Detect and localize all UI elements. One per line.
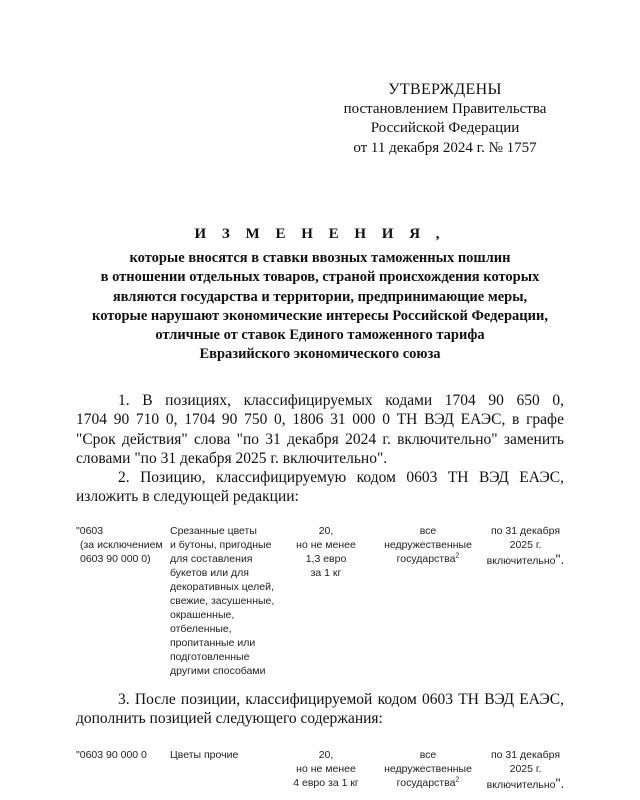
description-text: свежие, засушенные, xyxy=(170,595,275,607)
closing-quote: ". xyxy=(555,551,565,567)
heading-line: отличные от ставок Единого таможенного тарифа xyxy=(155,327,485,344)
approval-title: УТВЕРЖДЕНЫ xyxy=(388,81,502,98)
paragraph-line: 3. После позиции, классифицируемой кодом 0603 ТН ВЭД ЕАЭС, xyxy=(118,691,564,708)
heading-line: которые нарушают экономические интересы Российской Федерации, xyxy=(92,307,548,324)
term-text xyxy=(478,552,573,568)
document-title: И З М Е Н Е Н И Я , xyxy=(194,226,446,242)
paragraph-item-1 xyxy=(76,391,564,468)
description-text: букетов или для xyxy=(170,567,249,579)
heading-line: Евразийского экономического союза xyxy=(199,346,441,363)
paragraph-line: "Срок действия" слова "по 31 декабря 2024 г. включительно" заменить xyxy=(76,430,564,448)
description-text: другими способами xyxy=(170,665,266,677)
description-text: Срезанные цветы xyxy=(170,525,257,537)
approval-line: Российской Федерации xyxy=(370,120,520,136)
code-text: 0603 90 000 0) xyxy=(80,553,151,565)
code-text: (за исключением xyxy=(80,539,163,551)
rate-text: 1,3 евро xyxy=(305,553,347,565)
countries-word: государства xyxy=(396,777,456,789)
term-cell xyxy=(478,748,573,792)
term-word: включительно xyxy=(486,555,556,567)
description-text: декоративных целей, xyxy=(170,581,274,593)
description-cell xyxy=(170,524,285,678)
paragraph-line: 2. Позицию, классифицируемую кодом 0603 ТН ВЭД ЕАЭС, xyxy=(118,469,564,486)
footnote-mark: 2 xyxy=(455,776,460,784)
description-text: для составления xyxy=(170,553,253,565)
term-text: 2025 г. xyxy=(509,763,542,775)
rate-cell xyxy=(286,748,366,790)
rate-text: но не менее xyxy=(296,539,356,551)
countries-word: государства xyxy=(396,553,456,565)
countries-text xyxy=(378,776,478,790)
rate-text: но не менее xyxy=(296,763,356,775)
paragraph-line: изложить в следующей редакции: xyxy=(76,488,299,506)
description-text: и бутоны, пригодные xyxy=(170,539,272,551)
rate-text: 20, xyxy=(318,749,334,761)
description-text: подготовленные xyxy=(170,651,250,663)
code-cell xyxy=(76,524,166,566)
countries-text: все xyxy=(419,525,437,537)
description-text: окрашенные, xyxy=(170,609,235,621)
code-cell: "0603 90 000 0 xyxy=(76,749,147,761)
description-cell: Цветы прочие xyxy=(170,749,239,761)
code-text: "0603 xyxy=(76,525,104,537)
paragraph-item-3 xyxy=(76,690,564,729)
countries-text: все xyxy=(419,749,437,761)
paragraph-line: дополнить позицией следующего содержания: xyxy=(76,710,383,728)
heading-line: являются государства и территории, предпринимающие меры, xyxy=(112,288,528,305)
description-text: отбеленные, xyxy=(170,623,232,635)
paragraph-line: 1704 90 710 0, 1704 90 750 0, 1806 31 000 0 ТН ВЭД ЕАЭС, в графе xyxy=(76,411,564,429)
heading-line: которые вносятся в ставки ввозных таможенных пошлин xyxy=(129,250,511,266)
countries-text xyxy=(378,552,478,566)
paragraph-item-2 xyxy=(76,468,564,507)
term-cell xyxy=(478,524,573,568)
paragraph-line: 1. В позициях, классифицируемых кодами 1704 90 650 0, xyxy=(118,392,564,409)
heading-line: в отношении отдельных товаров, страной происхождения которых xyxy=(100,269,540,286)
countries-text: недружественные xyxy=(384,763,472,775)
rate-text: за 1 кг xyxy=(310,567,342,579)
term-text xyxy=(478,776,573,792)
countries-text: недружественные xyxy=(384,539,472,551)
rate-text: 4 евро за 1 кг xyxy=(293,777,359,789)
rate-cell xyxy=(286,524,366,580)
paragraph-line: словами "по 31 декабря 2025 г. включительно". xyxy=(76,449,388,467)
term-text: по 31 декабря xyxy=(490,749,561,761)
rate-text: 20, xyxy=(318,525,334,537)
closing-quote: ". xyxy=(555,775,565,791)
term-text: 2025 г. xyxy=(509,539,542,551)
description-text: пропитанные или xyxy=(170,637,256,649)
document-heading xyxy=(70,226,570,365)
approval-date-line: от 11 декабря 2024 г. № 1757 xyxy=(353,139,537,156)
approval-line: постановлением Правительства xyxy=(343,100,547,117)
approval-stamp xyxy=(330,80,560,158)
countries-cell xyxy=(378,524,478,566)
footnote-mark: 2 xyxy=(455,552,460,560)
countries-cell xyxy=(378,748,478,790)
term-text: по 31 декабря xyxy=(490,525,561,537)
term-word: включительно xyxy=(486,779,556,791)
